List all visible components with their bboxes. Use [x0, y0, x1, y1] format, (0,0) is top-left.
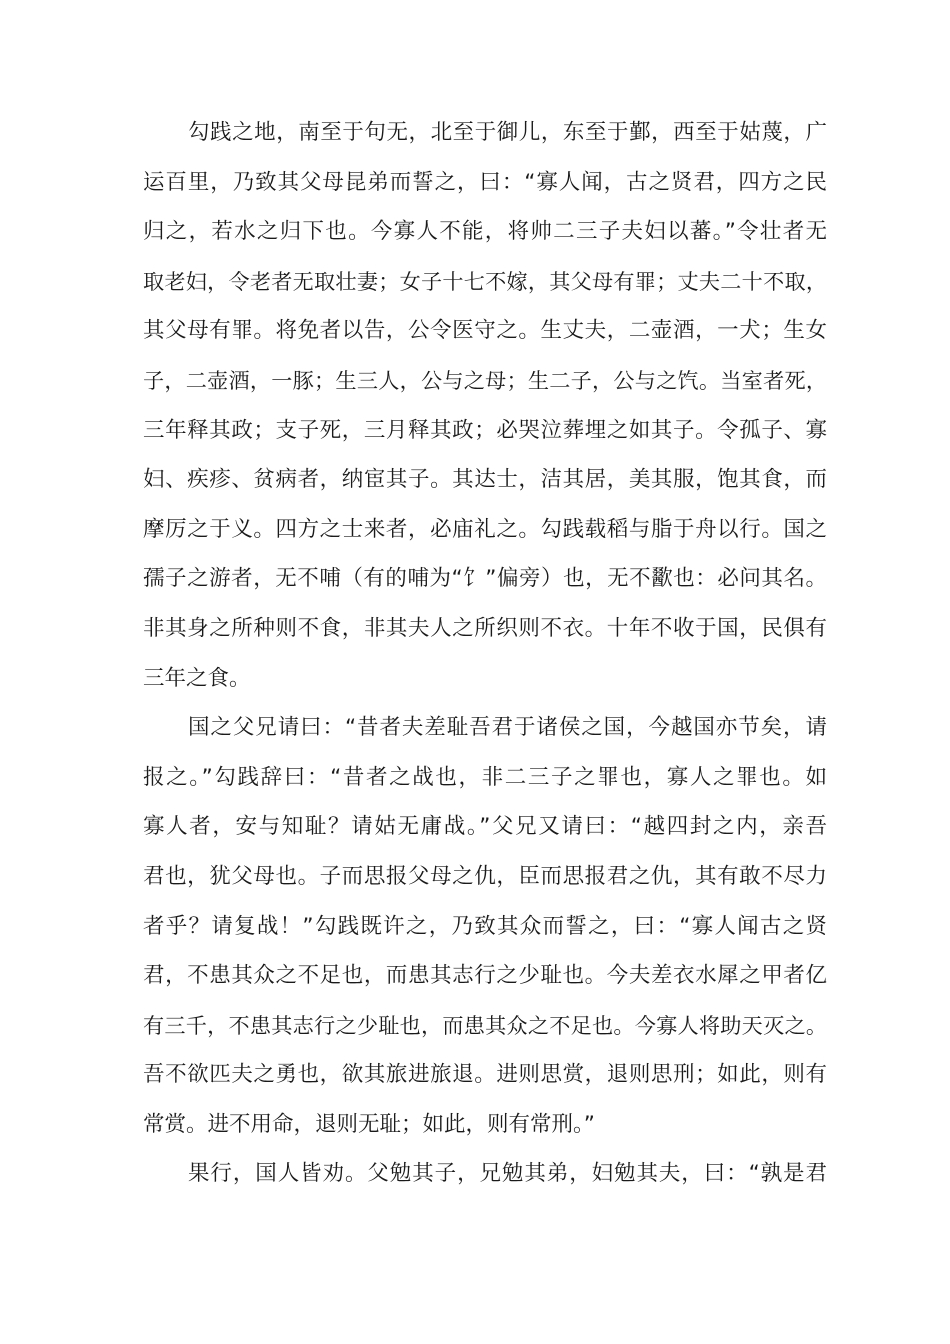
- text-line-11: 非其身之所种则不食，非其夫人之所织则不衣。十年不收于国，民俱有: [143, 615, 827, 641]
- text-line-19: 有三千，不患其志行之少耻也，而患其众之不足也。今寡人将助天灭之。: [143, 1012, 827, 1038]
- text-line-12: 三年之食。: [143, 665, 251, 691]
- text-line-4: 取老妇，令老者无取壮妻；女子十七不嫁，其父母有罪；丈夫二十不取，: [143, 268, 827, 294]
- text-line-13: 国之父兄请曰：“昔者夫差耻吾君于诸侯之国，今越国亦节矣，请: [188, 715, 827, 741]
- text-line-7: 三年释其政；支子死，三月释其政；必哭泣葬埋之如其子。令孤子、寡: [143, 417, 827, 443]
- text-line-2: 运百里，乃致其父母昆弟而誓之，曰：“寡人闻，古之贤君，四方之民: [143, 169, 827, 195]
- text-line-20: 吾不欲匹夫之勇也，欲其旅进旅退。进则思赏，退则思刑；如此，则有: [143, 1062, 827, 1088]
- text-line-10: 孺子之游者，无不哺（有的哺为“饣”偏旁）也，无不歠也：必问其名。: [143, 566, 827, 592]
- text-line-8: 妇、疾疹、贫病者，纳宦其子。其达士，洁其居，美其服，饱其食，而: [143, 467, 827, 493]
- text-line-6: 子，二壶酒，一豚；生三人，公与之母；生二子，公与之饩。当室者死，: [143, 367, 827, 393]
- text-line-14: 报之。”勾践辞曰：“昔者之战也，非二三子之罪也，寡人之罪也。如: [143, 764, 827, 790]
- text-line-18: 君，不患其众之不足也，而患其志行之少耻也。今夫差衣水犀之甲者亿: [143, 963, 827, 989]
- text-line-22: 果行，国人皆劝。父勉其子，兄勉其弟，妇勉其夫，曰：“孰是君: [188, 1161, 827, 1187]
- text-line-21: 常赏。进不用命，退则无耻；如此，则有常刑。”: [143, 1111, 595, 1137]
- document-page: [143, 108, 827, 1199]
- text-line-3: 归之，若水之归下也。今寡人不能，将帅二三子夫妇以蕃。”令壮者无: [143, 219, 827, 245]
- text-line-5: 其父母有罪。将免者以告，公令医守之。生丈夫，二壶酒，一犬；生女: [143, 318, 827, 344]
- text-line-9: 摩厉之于义。四方之士来者，必庙礼之。勾践载稻与脂于舟以行。国之: [143, 516, 827, 542]
- text-line-16: 君也，犹父母也。子而思报父母之仇，臣而思报君之仇，其有敢不尽力: [143, 863, 827, 889]
- text-line-17: 者乎？请复战！”勾践既许之，乃致其众而誓之，曰：“寡人闻古之贤: [143, 913, 827, 939]
- text-line-15: 寡人者，安与知耻？请姑无庸战。”父兄又请曰：“越四封之内，亲吾: [143, 814, 827, 840]
- text-line-1: 勾践之地，南至于句无，北至于御儿，东至于鄞，西至于姑蔑，广: [188, 120, 827, 145]
